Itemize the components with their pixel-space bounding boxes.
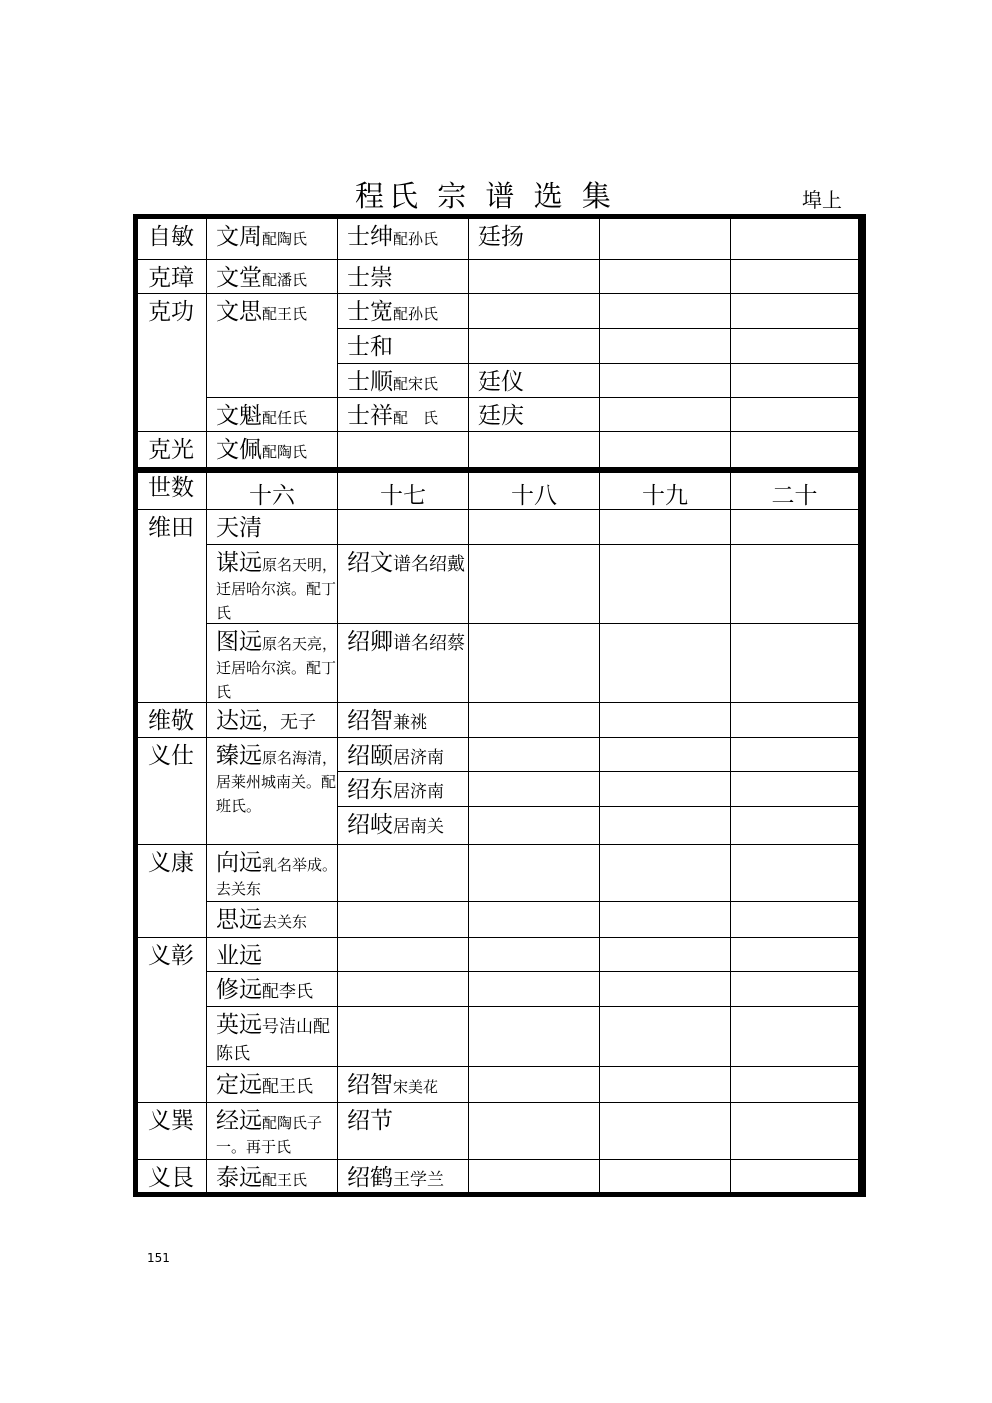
top-r2-c4: [599, 259, 730, 293]
bot-r15-c5: [730, 1159, 858, 1193]
bot-r7-c2: 绍岐居南关: [337, 806, 468, 844]
gen-header-c5: 二十: [730, 467, 858, 509]
top-r7-c1: 文佩配陶氏: [206, 431, 337, 467]
gen-header-c2: 十七: [337, 467, 468, 509]
top-r1-c4: [599, 219, 730, 259]
bot-r10-c4: [599, 937, 730, 971]
top-r7-c4: [599, 431, 730, 467]
bot-r3-c4: [599, 623, 730, 702]
bot-r8-c2: [337, 844, 468, 901]
top-r2-c3: [468, 259, 599, 293]
bot-r8-c3: [468, 844, 599, 901]
top-r6-c5: [730, 397, 858, 431]
bot-r1-c5: [730, 509, 858, 544]
bot-r12-c4: [599, 1006, 730, 1066]
top-r2-c5: [730, 259, 858, 293]
bot-r8-c4: [599, 844, 730, 901]
bot-r3-c5: [730, 623, 858, 702]
top-r6-c4: [599, 397, 730, 431]
top-r2-c2: 士崇: [337, 259, 468, 293]
gen-header-c4: 十九: [599, 467, 730, 509]
top-r5-c5: [730, 363, 858, 397]
bot-r5-c0: 义仕: [138, 737, 206, 844]
bot-r3-c2: 绍卿谱名绍蔡: [337, 623, 468, 702]
top-r6-c3: 廷庆: [468, 397, 599, 431]
top-r3-c2: 士宽配孙氏: [337, 293, 468, 328]
bot-r11-c3: [468, 971, 599, 1006]
gen-header-c1: 十六: [206, 467, 337, 509]
top-r7-c2: [337, 431, 468, 467]
bot-r8-c0: 义康: [138, 844, 206, 937]
top-r3-c3: [468, 293, 599, 328]
bot-r10-c2: [337, 937, 468, 971]
bot-r1-c0: 维田: [138, 509, 206, 702]
bot-r5-c1: 臻远原名海清，居莱州城南关。配班氏。: [206, 737, 337, 844]
bot-r4-c4: [599, 702, 730, 737]
bot-r15-c2: 绍鹤王学兰: [337, 1159, 468, 1193]
bot-r13-c3: [468, 1066, 599, 1102]
top-r3-c0: 克功: [138, 293, 206, 431]
bot-r4-c0: 维敬: [138, 702, 206, 737]
top-r1-c1: 文周配陶氏: [206, 219, 337, 259]
bot-r3-c1: 图远原名天亮，迁居哈尔滨。配丁氏: [206, 623, 337, 702]
bot-r2-c3: [468, 544, 599, 623]
bot-r4-c2: 绍智兼祧: [337, 702, 468, 737]
bot-r13-c2: 绍智宋美花: [337, 1066, 468, 1102]
bot-r14-c1: 经远配陶氏子一。再于氏: [206, 1102, 337, 1159]
bot-r9-c2: [337, 901, 468, 937]
top-r4-c4: [599, 328, 730, 363]
bot-r6-c3: [468, 771, 599, 806]
bot-r14-c4: [599, 1102, 730, 1159]
bot-r3-c3: [468, 623, 599, 702]
top-r4-c3: [468, 328, 599, 363]
top-r7-c5: [730, 431, 858, 467]
gen-header-c0: 世数: [138, 467, 206, 509]
bot-r1-c1: 天清: [206, 509, 337, 544]
bot-r14-c2: 绍节: [337, 1102, 468, 1159]
bot-r1-c2: [337, 509, 468, 544]
bot-r10-c5: [730, 937, 858, 971]
genealogy-table: [133, 214, 866, 1197]
bot-r2-c2: 绍文谱名绍戴: [337, 544, 468, 623]
bot-r14-c0: 义巽: [138, 1102, 206, 1159]
bot-r12-c1: 英远号洁山配陈氏: [206, 1006, 337, 1066]
bot-r15-c4: [599, 1159, 730, 1193]
top-r1-c0: 自敏: [148, 224, 194, 250]
location-label: 埠上: [802, 188, 842, 212]
top-r3-c5: [730, 293, 858, 328]
bot-r8-c1: 向远乳名举成。去关东: [206, 844, 337, 901]
bot-r9-c3: [468, 901, 599, 937]
bot-r2-c5: [730, 544, 858, 623]
top-r6-c2: 士祥配 氏: [337, 397, 468, 431]
bot-r10-c0: 义彰: [138, 937, 206, 1102]
top-r5-c2: 士顺配宋氏: [337, 363, 468, 397]
bot-r9-c5: [730, 901, 858, 937]
bot-r12-c2: [337, 1006, 468, 1066]
top-r4-c2: 士和: [337, 328, 468, 363]
gen-header-c3: 十八: [468, 467, 599, 509]
bot-r5-c4: [599, 737, 730, 771]
bot-r15-c1: 泰远配王氏: [206, 1159, 337, 1193]
page-number: 151: [147, 1251, 170, 1265]
bot-r5-c3: [468, 737, 599, 771]
top-r3-c4: [599, 293, 730, 328]
bot-r14-c5: [730, 1102, 858, 1159]
page-title: 程氏 宗 谱 选 集: [355, 179, 616, 213]
bot-r1-c4: [599, 509, 730, 544]
bot-r4-c3: [468, 702, 599, 737]
bot-r10-c1: 业远: [206, 937, 337, 971]
bot-r6-c5: [730, 771, 858, 806]
top-r4-c5: [730, 328, 858, 363]
bot-r8-c5: [730, 844, 858, 901]
top-r1-c5: [730, 219, 858, 259]
bot-r6-c2: 绍东居济南: [337, 771, 468, 806]
top-r2-c1: 文堂配潘氏: [206, 259, 337, 293]
bot-r11-c1: 修远配李氏: [206, 971, 337, 1006]
bot-r4-c5: [730, 702, 858, 737]
bot-r9-c4: [599, 901, 730, 937]
bot-r7-c5: [730, 806, 858, 844]
bot-r12-c5: [730, 1006, 858, 1066]
bot-r10-c3: [468, 937, 599, 971]
bot-r15-c0: 义艮: [138, 1159, 206, 1193]
bot-r13-c1: 定远配王氏: [206, 1066, 337, 1102]
bot-r5-c5: [730, 737, 858, 771]
bot-r9-c1: 思远去关东: [206, 901, 337, 937]
bot-r14-c3: [468, 1102, 599, 1159]
top-r5-c4: [599, 363, 730, 397]
bot-r11-c4: [599, 971, 730, 1006]
bot-r5-c2: 绍颐居济南: [337, 737, 468, 771]
top-r1-c2: 士绅配孙氏: [337, 219, 468, 259]
bot-r11-c2: [337, 971, 468, 1006]
bot-r13-c4: [599, 1066, 730, 1102]
bot-r1-c3: [468, 509, 599, 544]
bot-r2-c1: 谋远原名天明，迁居哈尔滨。配丁氏: [206, 544, 337, 623]
top-r7-c0: 克光: [138, 431, 206, 467]
bot-r6-c4: [599, 771, 730, 806]
top-r1-c3: 廷扬: [468, 219, 599, 259]
top-r2-c0: 克璋: [138, 259, 206, 293]
bot-r15-c3: [468, 1159, 599, 1193]
bot-r7-c4: [599, 806, 730, 844]
bot-r2-c4: [599, 544, 730, 623]
bot-r12-c3: [468, 1006, 599, 1066]
bot-r7-c3: [468, 806, 599, 844]
top-r6-c1: 文魁配任氏: [206, 397, 337, 431]
top-r7-c3: [468, 431, 599, 467]
bot-r4-c1: 达远，无子: [206, 702, 337, 737]
bot-r13-c5: [730, 1066, 858, 1102]
bot-r11-c5: [730, 971, 858, 1006]
top-r5-c3: 廷仪: [468, 363, 599, 397]
top-r3-c1: 文思配王氏: [206, 293, 337, 397]
